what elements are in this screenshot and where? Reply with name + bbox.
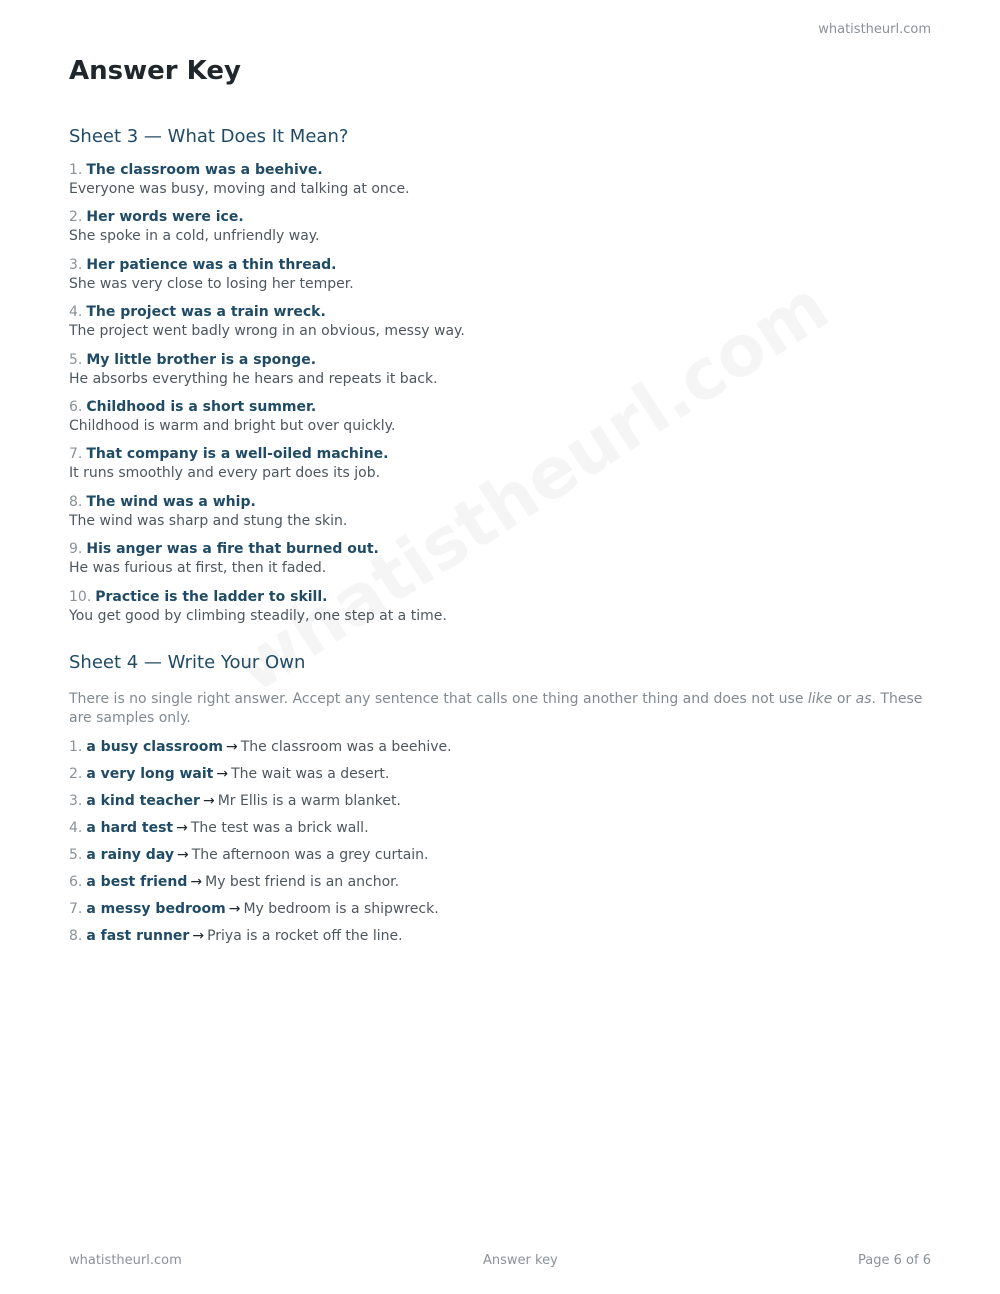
sheet3-item [69, 540, 931, 587]
metaphor-sentence: Childhood is a short summer. [86, 398, 317, 415]
arrow-icon: → [190, 874, 203, 890]
sheet4-item [69, 873, 931, 900]
metaphor-sentence: That company is a well-oiled machine. [86, 446, 389, 463]
item-number: 5. [69, 351, 83, 368]
item-number: 4. [69, 304, 83, 321]
item-number: 10. [69, 588, 92, 605]
page-title: Answer Key [69, 56, 241, 86]
sheet3-item [69, 303, 931, 350]
sheet4-list [69, 738, 931, 954]
metaphor-sentence: His anger was a fire that burned out. [86, 541, 379, 558]
sheet3-item [69, 398, 931, 445]
sheet4-item [69, 738, 931, 765]
sheet4-item [69, 900, 931, 927]
meaning-answer: He was furious at first, then it faded. [69, 560, 327, 577]
sample-answer: The classroom was a beehive. [240, 739, 452, 755]
sheet4-heading: Sheet 4 — Write Your Own [69, 652, 306, 673]
prompt-text: a messy bedroom [86, 901, 226, 917]
prompt-text: a best friend [86, 874, 188, 890]
header-site-url: whatistheurl.com [818, 22, 931, 37]
meaning-answer: Childhood is warm and bright but over quickly. [69, 417, 396, 434]
sheet4-item [69, 846, 931, 873]
metaphor-sentence: The classroom was a beehive. [86, 162, 323, 178]
sample-answer: The afternoon was a grey curtain. [191, 847, 429, 863]
note-end: . These are samples only. [69, 691, 923, 726]
meaning-answer: The wind was sharp and stung the skin. [69, 512, 348, 529]
sample-answer: Priya is a rocket off the line. [207, 928, 403, 944]
prompt-text: a fast runner [86, 928, 190, 944]
meaning-answer: The project went badly wrong in an obvious, messy way. [69, 323, 465, 340]
arrow-icon: → [192, 928, 205, 944]
meaning-answer: Everyone was busy, moving and talking at once. [69, 181, 410, 197]
item-number: 3. [69, 256, 83, 273]
sheet3-item [69, 208, 931, 255]
sheet3-item [69, 351, 931, 398]
meaning-answer: She spoke in a cold, unfriendly way. [69, 228, 320, 245]
item-number: 8. [69, 493, 83, 510]
item-number: 2. [69, 766, 83, 782]
sheet3-heading: Sheet 3 — What Does It Mean? [69, 126, 349, 147]
item-number: 1. [69, 162, 83, 178]
sheet3-list [69, 161, 931, 635]
arrow-icon: → [176, 820, 188, 836]
item-number: 7. [69, 901, 83, 917]
meaning-answer: It runs smoothly and every part does its job. [69, 465, 381, 482]
metaphor-sentence: The project was a train wreck. [86, 304, 326, 321]
item-number: 2. [69, 209, 83, 226]
note-or: or [832, 691, 856, 707]
sample-answer: The test was a brick wall. [190, 820, 369, 836]
meaning-answer: He absorbs everything he hears and repeats it back. [69, 370, 438, 387]
prompt-text: a rainy day [86, 847, 174, 863]
prompt-text: a busy classroom [86, 739, 223, 755]
sample-answer: My best friend is an anchor. [205, 874, 400, 890]
sheet4-note [69, 690, 931, 728]
footer-doc-title: Answer key [483, 1253, 558, 1268]
prompt-text: a kind teacher [86, 793, 200, 809]
metaphor-sentence: Practice is the ladder to skill. [95, 588, 328, 605]
metaphor-sentence: Her patience was a thin thread. [86, 256, 337, 273]
note-text: There is no single right answer. Accept any sentence that calls one thing another thing and does not use [69, 691, 808, 707]
sheet3-item [69, 493, 931, 540]
footer-site: whatistheurl.com [69, 1253, 182, 1268]
item-number: 7. [69, 446, 83, 463]
arrow-icon: → [176, 847, 189, 863]
item-number: 9. [69, 541, 83, 558]
metaphor-sentence: Her words were ice. [86, 209, 244, 226]
item-number: 6. [69, 874, 83, 890]
sheet3-item [69, 161, 931, 208]
sample-answer: The wait was a desert. [231, 766, 390, 782]
item-number: 6. [69, 398, 83, 415]
item-number: 1. [69, 739, 83, 755]
item-number: 5. [69, 847, 83, 863]
meaning-answer: You get good by climbing steadily, one step at a time. [69, 607, 447, 624]
sheet4-item [69, 792, 931, 819]
prompt-text: a hard test [86, 820, 174, 836]
sample-answer: My bedroom is a shipwreck. [243, 901, 439, 917]
metaphor-sentence: The wind was a whip. [86, 493, 256, 510]
arrow-icon: → [225, 739, 238, 755]
note-as: as [855, 691, 872, 707]
prompt-text: a very long wait [86, 766, 214, 782]
item-number: 4. [69, 820, 83, 836]
meaning-answer: She was very close to losing her temper. [69, 275, 354, 292]
arrow-icon: → [202, 793, 215, 809]
sample-answer: Mr Ellis is a warm blanket. [217, 793, 401, 809]
arrow-icon: → [228, 901, 241, 917]
item-number: 3. [69, 793, 83, 809]
arrow-icon: → [216, 766, 229, 782]
metaphor-sentence: My little brother is a sponge. [86, 351, 317, 368]
sheet3-item [69, 445, 931, 492]
item-number: 8. [69, 928, 83, 944]
sheet4-item [69, 927, 931, 954]
sheet4-item [69, 765, 931, 792]
footer-page-number: Page 6 of 6 [858, 1253, 931, 1268]
note-like: like [807, 691, 833, 707]
sheet3-item [69, 588, 931, 635]
sheet4-item [69, 819, 931, 846]
sheet3-item [69, 256, 931, 303]
